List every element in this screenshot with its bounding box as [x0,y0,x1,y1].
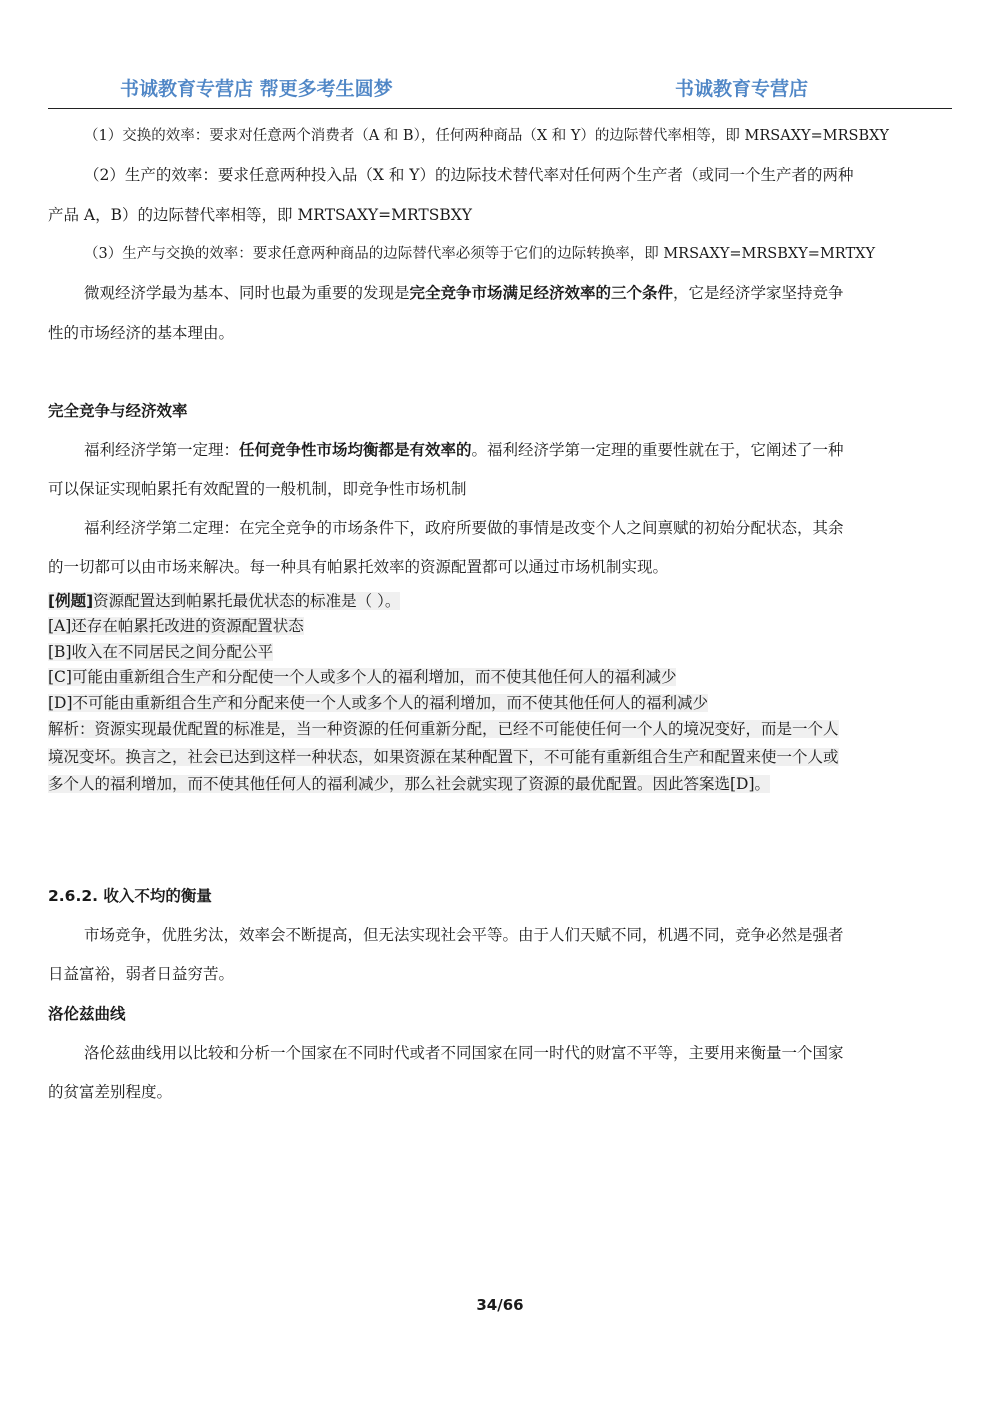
efficiency-production-line1: （2）生产的效率：要求任意两种投入品（X 和 Y）的边际技术替代率对任何两个生产者（或同一个生产者的两种 [84,166,854,184]
analysis-line2-text: 境况变坏。换言之，社会已达到这样一种状态，如果资源在某种配置下，不可能有重新组合生产和配置来使一个人或 [48,748,839,766]
subsection-title-lorenz: 洛伦兹曲线 [48,1005,126,1023]
market-competition-line2: 日益富裕，弱者日益穷苦。 [48,965,235,983]
efficiency-production-exchange: （3）生产与交换的效率：要求任意两种商品的边际替代率必须等于它们的边际转换率，即 MRSAXY=MRSBXY=MRTXY [84,246,876,262]
micro-finding-post: ，它是经济学家坚持竞争 [673,284,844,302]
lorenz-line2: 的贫富差别程度。 [48,1083,173,1101]
market-competition-line1: 市场竞争，优胜劣汰，效率会不断提高，但无法实现社会平等。由于人们天赋不同，机遇不同，竞争必然是强者 [84,926,844,944]
lorenz-line1: 洛伦兹曲线用以比较和分析一个国家在不同时代或者不同国家在同一时代的财富不平等，主要用来衡量一个国家 [84,1044,844,1062]
example-analysis-line3 [48,772,952,794]
section-title-income-inequality: 2.6.2. 收入不均的衡量 [48,887,212,905]
page-current: 34 [476,1296,498,1314]
page-separator: / [497,1296,503,1314]
example-option-b [48,640,952,662]
header-left-title: 书诚教育专营店 帮更多考生圆梦 [120,78,393,100]
micro-finding-line2: 性的市场经济的基本理由。 [48,324,235,342]
example-question-body: 资源配置达到帕累托最优状态的标准是（ ）。 [93,592,401,610]
micro-finding-pre: 微观经济学最为基本、同时也最为重要的发现是 [84,284,410,302]
option-d-text: [D]不可能由重新组合生产和分配来使一个人或多个人的福利增加，而不使其他任何人的福利减少 [48,694,709,712]
example-tag: [例题] [48,592,94,610]
example-analysis-line2 [48,745,952,767]
option-b-text: [B]收入在不同居民之间分配公平 [48,643,273,661]
example-option-a [48,614,952,636]
welfare-theorem2-line1: 福利经济学第二定理：在完全竞争的市场条件下，政府所要做的事情是改变个人之间禀赋的初始分配状态，其余 [84,519,844,537]
welfare-theorem1-post: 。福利经济学第一定理的重要性就在于，它阐述了一种 [471,441,844,459]
example-question-text [48,592,400,610]
welfare-theorem1-line1 [48,438,988,460]
header-right-title: 书诚教育专营店 [675,78,809,100]
section-title-competition-efficiency: 完全竞争与经济效率 [48,402,188,420]
welfare-theorem1-line2: 可以保证实现帕累托有效配置的一般机制，即竞争性市场机制 [48,480,467,498]
option-c-text: [C]可能由重新组合生产和分配使一个人或多个人的福利增加，而不使其他任何人的福利减少 [48,668,677,686]
welfare-theorem2-line2: 的一切都可以由市场来解决。每一种具有帕累托效率的资源配置都可以通过市场机制实现。 [48,558,669,576]
analysis-line3-text: 多个人的福利增加，而不使其他任何人的福利减少，那么社会就实现了资源的最优配置。因此答案选[D]。 [48,775,771,793]
page-number [0,1296,1000,1314]
example-analysis-line1 [48,717,952,739]
page-total: 66 [502,1296,524,1314]
option-a-text: [A]还存在帕累托改进的资源配置状态 [48,617,304,635]
micro-finding-bold: 完全竞争市场满足经济效率的三个条件 [409,284,674,302]
example-option-c [48,665,952,687]
welfare-theorem1-pre: 福利经济学第一定理： [84,441,240,459]
page-header [48,70,952,109]
efficiency-production-line2: 产品 A，B）的边际替代率相等，即 MRTSAXY=MRTSBXY [48,206,472,224]
example-option-d [48,691,952,713]
example-question [48,589,952,611]
micro-finding-line1 [48,281,988,303]
analysis-line1-text: 解析：资源实现最优配置的标准是，当一种资源的任何重新分配，已经不可能使任何一个人的境况变好，而是一个人 [48,720,839,738]
efficiency-exchange: （1）交换的效率：要求对任意两个消费者（A 和 B），任何两种商品（X 和 Y）的边际替代率相等，即 MRSAXY=MRSBXY [84,128,890,144]
welfare-theorem1-bold: 任何竞争性市场均衡都是有效率的 [239,441,472,459]
